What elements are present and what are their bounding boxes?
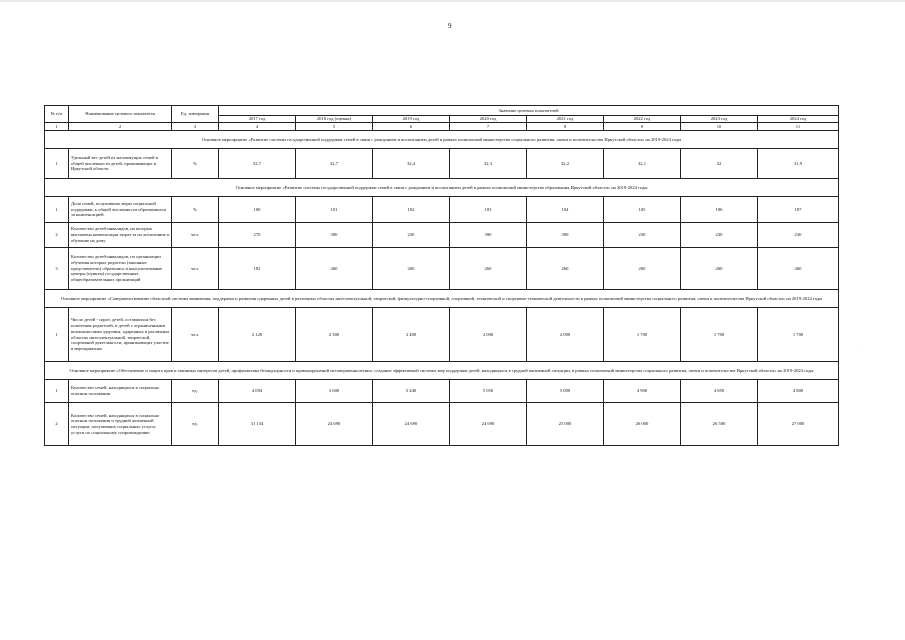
value-cell: 100 — [219, 197, 296, 223]
column-number: 1 — [45, 123, 69, 131]
value-cell: 230 — [373, 223, 450, 248]
value-cell: 1 700 — [758, 308, 839, 362]
table-row — [45, 223, 839, 248]
value-cell: 3 600 — [296, 380, 373, 403]
value-cell: 32,7 — [219, 149, 296, 179]
year-header-3: 2019 год — [373, 116, 450, 123]
row-number: 2 — [45, 403, 69, 446]
value-cell: 230 — [758, 223, 839, 248]
column-number: 10 — [681, 123, 758, 131]
row-number: 2 — [45, 223, 69, 248]
indicator-name: Число детей - сирот, детей, оставшихся без попечения родителей, и детей с ограниченными возможностями здоровья, одаренных в различных областях интеллектуальной, творческой, спортивной деятельности, принимающих участие в мероприятиях — [69, 308, 172, 362]
section-row — [45, 290, 839, 308]
value-cell: 32,4 — [373, 149, 450, 179]
value-cell: 230 — [604, 223, 681, 248]
page-number: 9 — [448, 22, 452, 30]
value-cell: 31 134 — [219, 403, 296, 446]
section-row — [45, 179, 839, 197]
row-number: 1 — [45, 149, 69, 179]
column-number: 6 — [373, 123, 450, 131]
value-cell: 32 — [681, 149, 758, 179]
year-header-8: 2024 год — [758, 116, 839, 123]
year-header-6: 2022 год — [604, 116, 681, 123]
value-cell: 25 000 — [527, 403, 604, 446]
section-title: Основное мероприятие «Развитие системы государственной поддержки семей в связи с рождением и воспитанием детей в рамках полномочий министерства социального развития, опеки и попечительства Иркутской области» на 2019-2024 годы — [45, 131, 839, 149]
column-number: 9 — [604, 123, 681, 131]
value-cell: 390 — [296, 223, 373, 248]
value-cell: 2 000 — [450, 308, 527, 362]
value-cell: 260 — [604, 248, 681, 290]
unit: ед. — [172, 380, 219, 403]
margin-mark: , — [862, 348, 863, 353]
section-title: Основное мероприятие «Развитие системы государственной поддержки семей в связи с рождением и воспитанием детей в рамках полномочий министерства образования Иркутской области» на 2019-2024 годы — [45, 179, 839, 197]
unit: чел. — [172, 248, 219, 290]
value-cell: 32,7 — [296, 149, 373, 179]
indicator-name: Количество семей, находящихся в социально опасном положении — [69, 380, 172, 403]
value-cell: 4 850 — [681, 380, 758, 403]
value-cell: 32,2 — [527, 149, 604, 179]
value-cell: 390 — [527, 223, 604, 248]
table-row — [45, 197, 839, 223]
table-row — [45, 248, 839, 290]
value-cell: 27 000 — [758, 403, 839, 446]
column-number: 11 — [758, 123, 839, 131]
value-cell: 182 — [219, 248, 296, 290]
value-cell: 2 000 — [527, 308, 604, 362]
value-cell: 106 — [681, 197, 758, 223]
unit: чел. — [172, 223, 219, 248]
value-cell: 103 — [450, 197, 527, 223]
value-cell: 4 094 — [219, 380, 296, 403]
value-cell: 260 — [681, 248, 758, 290]
header-name: Наименование целевого показателя — [69, 106, 172, 123]
value-cell: 4 800 — [758, 380, 839, 403]
year-header-4: 2020 год — [450, 116, 527, 123]
header-num: № п/п — [45, 106, 69, 123]
value-cell: 260 — [373, 248, 450, 290]
indicator-name: Количество детей-инвалидов, по организации обучения которых родители (законные представители) обратились в консультативные центры (пункты) государственных общеобразовательных организаций — [69, 248, 172, 290]
column-number: 8 — [527, 123, 604, 131]
indicator-name: Удельный вес детей из малоимущих семей в общей численности детей, проживающих в Иркутской области — [69, 149, 172, 179]
value-cell: 101 — [296, 197, 373, 223]
value-cell: 102 — [373, 197, 450, 223]
value-cell: 105 — [604, 197, 681, 223]
value-cell: 260 — [527, 248, 604, 290]
header-values-group: Значение целевых показателей — [219, 106, 839, 116]
header-unit: Ед. измерения — [172, 106, 219, 123]
indicator-name: Доля семей, получивших меры социальной поддержки, к общей численности обратившихся за компенсацией — [69, 197, 172, 223]
value-cell: 260 — [450, 248, 527, 290]
unit: % — [172, 149, 219, 179]
section-row — [45, 362, 839, 380]
value-cell: 24 690 — [296, 403, 373, 446]
margin-mark: · — [818, 263, 820, 268]
row-number: 3 — [45, 248, 69, 290]
table-row — [45, 380, 839, 403]
value-cell: 260 — [758, 248, 839, 290]
section-title: Основное мероприятие «Совершенствование областной системы выявления, поддержки и развития одаренных детей в различных областях интеллектуальной, творческой, физкультурно-спортивной, спортивной, технической и спортивно-технической деятельности в рамках полномочий министерства социального развития, опеки и попечительства Иркутской области» на 2019-2024 годы — [45, 290, 839, 308]
column-number: 4 — [219, 123, 296, 131]
value-cell: 26 000 — [604, 403, 681, 446]
year-header-7: 2023 год — [681, 116, 758, 123]
unit: % — [172, 197, 219, 223]
value-cell: 104 — [527, 197, 604, 223]
indicator-name: Количество детей-инвалидов, на которых выплачена компенсация затрат за их воспитание и обучение на дому — [69, 223, 172, 248]
section-title: Основное мероприятие «Обеспечение и защита прав и законных интересов детей, профилактика безнадзорности и правонарушений несовершеннолетних, создание эффективной системы мер поддержки детей, находящихся в трудной жизненной ситуации, в рамках полномочий министерства социального развития, опеки и попечительства Иркутской области» на 2019-2024 годы — [45, 362, 839, 380]
indicator-name: Количество семей, находящихся в социально опасном положении и трудной жизненной ситуации, получивших социальные услуги, услуги по социальному сопровождению — [69, 403, 172, 446]
value-cell: 107 — [758, 197, 839, 223]
row-number: 1 — [45, 380, 69, 403]
value-cell: 1 700 — [681, 308, 758, 362]
page-top-edge — [0, 0, 905, 2]
value-cell: 230 — [681, 223, 758, 248]
value-cell: 2 120 — [219, 308, 296, 362]
value-cell: 390 — [450, 223, 527, 248]
row-number: 1 — [45, 197, 69, 223]
value-cell: 5 440 — [373, 380, 450, 403]
column-number: 2 — [69, 123, 172, 131]
value-cell: 2 400 — [373, 308, 450, 362]
value-cell: 26 500 — [681, 403, 758, 446]
unit: чел. — [172, 308, 219, 362]
value-cell: 5 000 — [527, 380, 604, 403]
value-cell: 24 690 — [450, 403, 527, 446]
column-number: 5 — [296, 123, 373, 131]
value-cell: 4 900 — [604, 380, 681, 403]
value-cell: 24 690 — [373, 403, 450, 446]
section-row — [45, 131, 839, 149]
value-cell: 32,1 — [604, 149, 681, 179]
margin-mark: · — [28, 463, 30, 468]
year-header-2: 2018 год (оценка) — [296, 116, 373, 123]
table-row — [45, 403, 839, 446]
target-indicators-table — [44, 105, 839, 446]
row-number: 1 — [45, 308, 69, 362]
value-cell: 5 050 — [450, 380, 527, 403]
table-row — [45, 149, 839, 179]
value-cell: 260 — [296, 248, 373, 290]
unit: ед. — [172, 403, 219, 446]
column-number: 7 — [450, 123, 527, 131]
year-header-5: 2021 год — [527, 116, 604, 123]
value-cell: 32,3 — [450, 149, 527, 179]
table-row — [45, 308, 839, 362]
value-cell: 31,9 — [758, 149, 839, 179]
value-cell: 2 300 — [296, 308, 373, 362]
value-cell: 1 700 — [604, 308, 681, 362]
value-cell: 270 — [219, 223, 296, 248]
column-number: 3 — [172, 123, 219, 131]
year-header-1: 2017 год — [219, 116, 296, 123]
